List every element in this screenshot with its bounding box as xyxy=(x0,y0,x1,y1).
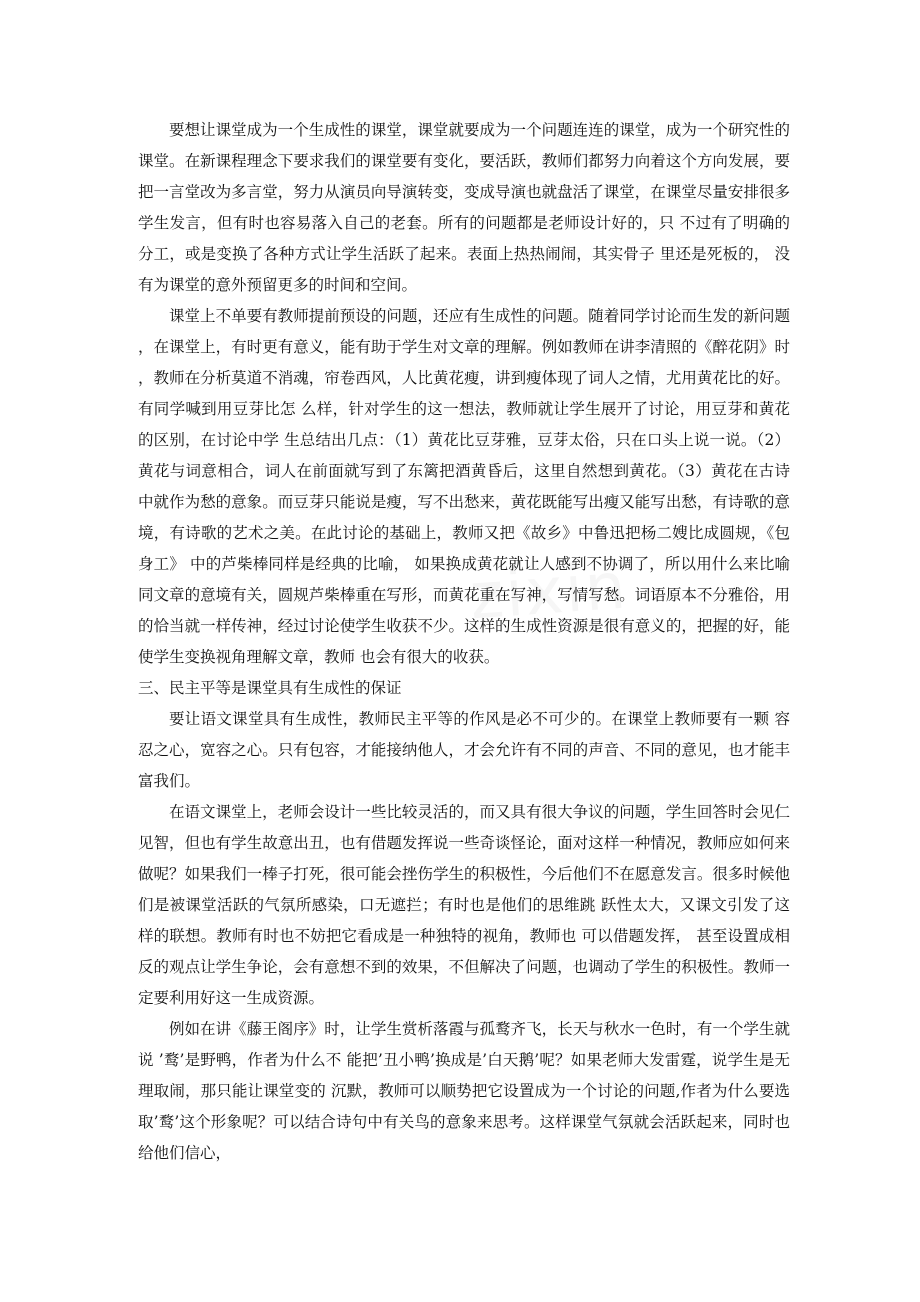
paragraph-3: 要让语文课堂具有生成性，教师民主平等的作风是必不可少的。在课堂上教师要有一颗 容忍之心，宽容之心。只有包容，才能接纳他人，才会允许有不同的声音、不同的意见，也才能丰富我们。 xyxy=(138,710,790,790)
paragraph-2: 课堂上不单要有教师提前预设的问题，还应有生成性的问题。随着同学讨论而生发的新问题，在课堂上，有时更有意义，能有助于学生对文章的理解。例如教师在讲李清照的《醉花阴》时，教师在分析莫道不消魂，帘卷西风，人比黄花瘦，讲到瘦体现了词人之情，尤用黄花比的好。有同学喊到用豆芽比怎 么样，针对学生的这一想法，教师就让学生展开了讨论，用豆芽和黄花的区别，在讨论中学 生总结出几点：（1）黄花比豆芽雅，豆芽太俗，只在口头上说一说。（2）黄花与词意相合，词人在前面就写到了东篱把酒黄昏后，这里自然想到黄花。（3）黄花在古诗中就作为愁的意象。而豆芽只能说是瘦，写不出愁来，黄花既能写出瘦又能写出愁，有诗歌的意境，有诗歌的艺术之美。在此讨论的基础上，教师又把《故乡》中鲁迅把杨二嫂比成圆规，《包身工》 中的芦柴棒同样是经典的比喻， 如果换成黄花就让人感到不协调了，所以用什么来比喻同文章的意境有关，圆规芦柴棒重在写形，而黄花重在写神，写情写愁。词语原本不分雅俗，用 的恰当就一样传神，经过讨论使学生收获不少。这样的生成性资源是很有意义的，把握的好，能使学生变换视角理解文章，教师 也会有很大的收获。 xyxy=(138,307,790,666)
paragraph-1: 要想让课堂成为一个生成性的课堂，课堂就要成为一个问题连连的课堂，成为一个研究性的课堂。在新课程理念下要求我们的课堂要有变化，要活跃，教师们都努力向着这个方向发展，要把一言堂改为多言堂，努力从演员向导演转变，变成导演也就盘活了课堂，在课堂尽量安排很多学生发言，但有时也容易落入自己的老套。所有的问题都是老师设计好的，只 不过有了明确的分工，或是变换了各种方式让学生活跃了起来。表面上热热闹闹，其实骨子 里还是死板的， 没有为课堂的意外预留更多的时间和空间。 xyxy=(138,121,790,294)
paragraph-5: 例如在讲《藤王阁序》时，让学生赏析落霞与孤鹜齐飞，长天与秋水一色时，有一个学生就说 ’鹜’是野鸭，作者为什么不 能把’丑小鸭’换成是’白天鹅’呢？如果老师大发雷霆，说学生是无理取闹，那只能让课堂变的 沉默，教师可以顺势把它设置成为一个讨论的问题,作者为什么要选取’鹜’这个形象呢？可以结合诗句中有关鸟的意象来思考。这样课堂气氛就会活跃起来，同时也给他们信心， xyxy=(138,1020,790,1162)
paragraph-4: 在语文课堂上，老师会设计一些比较灵活的，而又具有很大争议的问题，学生回答时会见仁见智，但也有学生故意出丑，也有借题发挥说一些奇谈怪论，面对这样一种情况，教师应如何来做呢？如果我们一棒子打死，很可能会挫伤学生的积极性，今后他们不在愿意发言。很多时候他们是被课堂活跃的气氛所感染，口无遮拦；有时也是他们的思维跳 跃性太大，又课文引发了这样的联想。教师有时也不妨把它看成是一种独特的视角，教师也 可以借题发挥， 甚至设置成相反的观点让学生争论，会有意想不到的效果，不但解决了问题，也调动了学生的积极性。教师一定要利用好这一生成资源。 xyxy=(138,803,790,1007)
document-page xyxy=(138,115,790,1169)
section-heading: 三、民主平等是课堂具有生成性的保证 xyxy=(138,679,402,697)
